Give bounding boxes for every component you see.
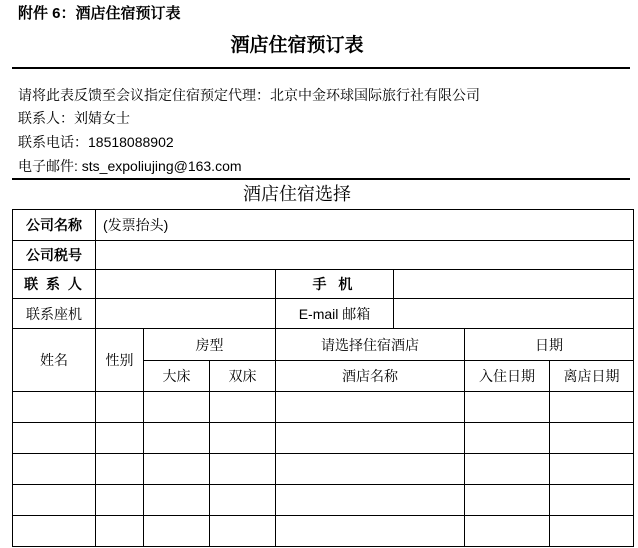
table-row (13, 485, 634, 516)
table-row (13, 516, 634, 547)
check-in-cell[interactable] (465, 485, 550, 516)
guest-name-cell[interactable] (13, 392, 96, 423)
invoice-title-hint: (发票抬头) (103, 217, 169, 233)
guest-name-cell[interactable] (13, 485, 96, 516)
email-label: 电子邮件: (18, 158, 82, 174)
contact-label: 联 系 人 (13, 270, 96, 299)
email-address: sts_expoliujing@163.com (81, 158, 242, 174)
header-check-in: 入住日期 (465, 361, 550, 392)
guest-name-cell[interactable] (13, 516, 96, 547)
tax-id-field[interactable] (96, 241, 634, 270)
king-bed-cell[interactable] (144, 454, 210, 485)
check-in-cell[interactable] (465, 392, 550, 423)
header-date: 日期 (465, 329, 634, 361)
header-hotel-select: 请选择住宿酒店 (276, 329, 465, 361)
header-hotel-name: 酒店名称 (276, 361, 465, 392)
booking-table (12, 209, 634, 547)
guest-gender-cell[interactable] (96, 454, 144, 485)
guest-gender-cell[interactable] (96, 423, 144, 454)
header-check-out: 离店日期 (550, 361, 634, 392)
company-name-field[interactable] (96, 210, 634, 241)
landline-field[interactable] (96, 299, 276, 329)
table-row (13, 392, 634, 423)
phone-number: 18518088902 (88, 134, 174, 150)
company-name-row (13, 210, 634, 241)
phone-line (18, 132, 174, 152)
twin-bed-cell[interactable] (210, 423, 276, 454)
guest-gender-cell[interactable] (96, 392, 144, 423)
check-out-cell[interactable] (550, 485, 634, 516)
mobile-label: 手 机 (276, 270, 394, 299)
guest-name-cell[interactable] (13, 423, 96, 454)
contact-person-name: 刘婧女士 (74, 110, 130, 126)
instruction-label: 请将此表反馈至会议指定住宿预定代理： (18, 87, 270, 103)
landline-row (13, 299, 634, 329)
check-out-cell[interactable] (550, 423, 634, 454)
guest-gender-cell[interactable] (96, 485, 144, 516)
table-row (13, 423, 634, 454)
table-header-row (13, 329, 634, 361)
check-in-cell[interactable] (465, 454, 550, 485)
king-bed-cell[interactable] (144, 392, 210, 423)
header-twin-bed: 双床 (210, 361, 276, 392)
twin-bed-cell[interactable] (210, 516, 276, 547)
header-divider (12, 67, 630, 69)
header-room-type: 房型 (144, 329, 276, 361)
mobile-field[interactable] (394, 270, 634, 299)
section-title: 酒店住宿选择 (243, 184, 351, 204)
check-out-cell[interactable] (550, 392, 634, 423)
instruction-line (18, 85, 480, 105)
king-bed-cell[interactable] (144, 485, 210, 516)
twin-bed-cell[interactable] (210, 454, 276, 485)
check-in-cell[interactable] (465, 423, 550, 454)
email-field-label: E-mail 邮箱 (276, 299, 394, 329)
header-gender: 性别 (96, 329, 144, 392)
check-in-cell[interactable] (465, 516, 550, 547)
hotel-name-cell[interactable] (276, 392, 465, 423)
king-bed-cell[interactable] (144, 516, 210, 547)
email-field[interactable] (394, 299, 634, 329)
guest-name-cell[interactable] (13, 454, 96, 485)
attachment-label: 附件 6：酒店住宿预订表 (18, 5, 181, 22)
table-row (13, 454, 634, 485)
hotel-name-cell[interactable] (276, 485, 465, 516)
contact-person-label: 联系人： (18, 110, 74, 126)
tax-id-row (13, 241, 634, 270)
check-out-cell[interactable] (550, 454, 634, 485)
hotel-name-cell[interactable] (276, 516, 465, 547)
section-divider (12, 178, 630, 180)
contact-field[interactable] (96, 270, 276, 299)
twin-bed-cell[interactable] (210, 392, 276, 423)
header-name: 姓名 (13, 329, 96, 392)
twin-bed-cell[interactable] (210, 485, 276, 516)
guest-gender-cell[interactable] (96, 516, 144, 547)
phone-label: 联系电话： (18, 134, 88, 150)
contact-row (13, 270, 634, 299)
landline-label: 联系座机 (13, 299, 96, 329)
king-bed-cell[interactable] (144, 423, 210, 454)
header-king-bed: 大床 (144, 361, 210, 392)
tax-id-label: 公司税号 (13, 241, 96, 270)
email-line (18, 156, 242, 176)
check-out-cell[interactable] (550, 516, 634, 547)
hotel-name-cell[interactable] (276, 423, 465, 454)
hotel-name-cell[interactable] (276, 454, 465, 485)
company-name-label: 公司名称 (13, 210, 96, 241)
agency-name: 北京中金环球国际旅行社有限公司 (270, 87, 480, 103)
document-title: 酒店住宿预订表 (230, 35, 364, 56)
contact-person-line (18, 108, 130, 128)
